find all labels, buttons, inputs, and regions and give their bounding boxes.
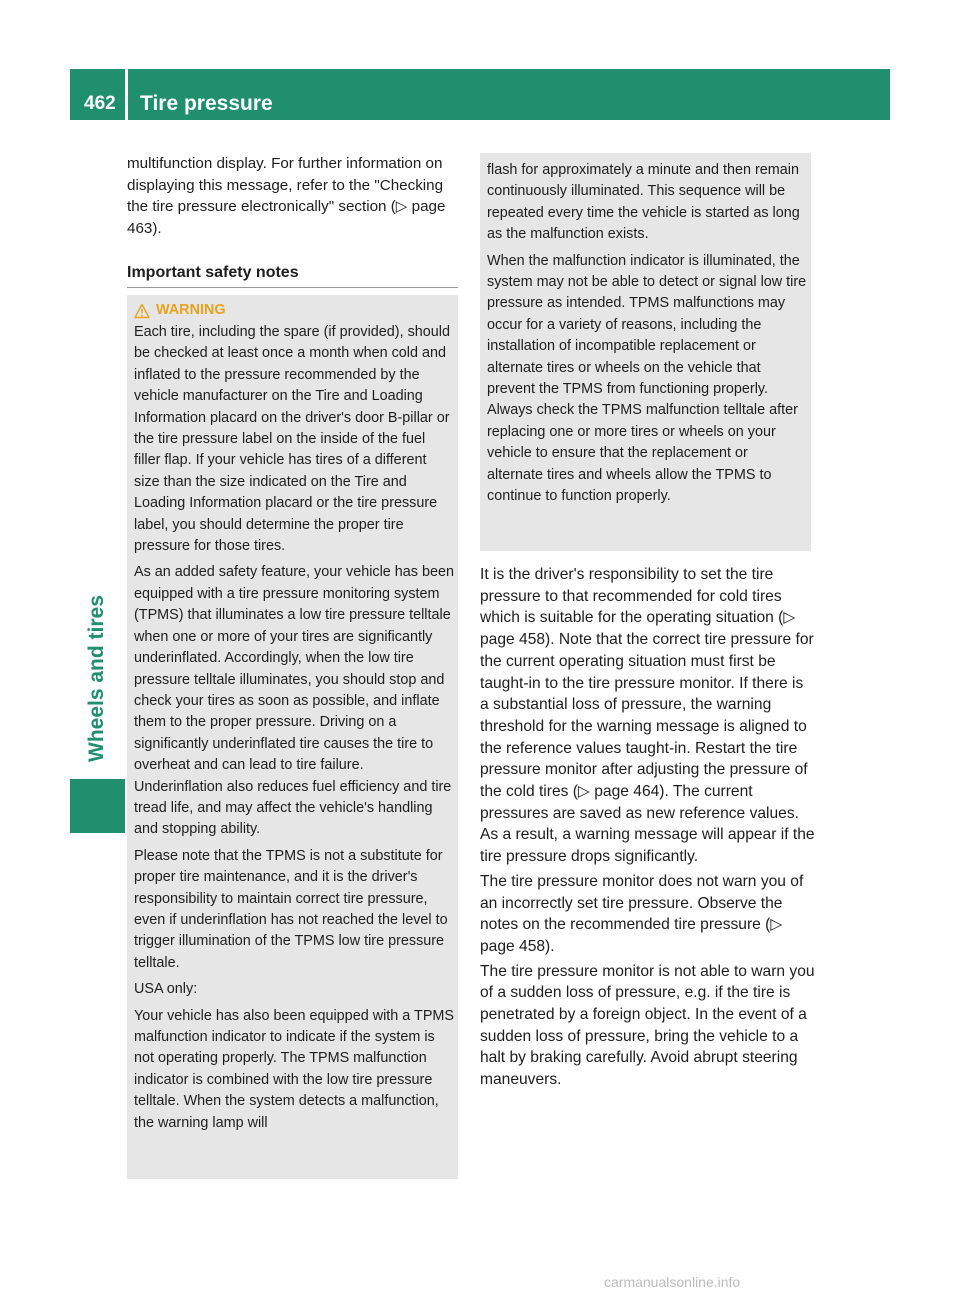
warning-paragraph: Each tire, including the spare (if provided), should be checked at least once a month when cold and inflated to the pressure recommended by the vehicle manufacturer on the Tire and Loading Information placard on the driver's door B-pillar or the tire pressure label on the inside of the fuel filler flap. If your vehicle has tires of a different size than the size indicated on the Tire and Loading Information placard or the tire pressure label, you should determine the proper tire pressure for those tires. [134,324,450,555]
warning-paragraph: USA only: [134,981,198,998]
important-safety-notes-heading: Important safety notes [127,262,458,288]
warning-continued-paragraph: flash for approximately a minute and then remain continuously illuminated. This sequence will be repeated every time the vehicle is started as long as the malfunction exists. [487,162,800,243]
section-title: Tire pressure [140,92,273,115]
warning-paragraph: Your vehicle has also been equipped with a TPMS malfunction indicator to indicate if the system is not operating properly. The TPMS malfunction indicator is combined with the low tire pressure telltale. When the system detects a malfunction, the warning lamp will [134,1007,455,1131]
warning-paragraph: As an added safety feature, your vehicle has been equipped with a tire pressure monitoring system (TPMS) that illuminates a low tire pressure telltale when one or more of your tires are significantly underinflated. Accordingly, when the low tire pressure telltale illuminates, you should stop and check your tires as soon as possible, and inflate them to the proper pressure. Driving on a significantly underinflated tire causes the tire to overheat and can lead to tire failure. Underinflation also reduces fuel efficiency and tire tread life, and may affect the vehicle's handling and stopping ability. [134,564,455,838]
body-text [480,564,815,1094]
warning-label: WARNING [156,302,226,319]
side-tab-label: Wheels and tires [85,595,108,762]
warning-box-continued [480,153,811,551]
watermark: carmanualsonline.info [604,1274,741,1290]
warning-paragraph: Please note that the TPMS is not a substitute for proper tire maintenance, and it is the driver's responsibility to maintain correct tire pressure, even if underinflation has not reached the level to trigger illumination of the TPMS low tire pressure telltale. [134,847,448,971]
warning-header [134,300,454,322]
warning-continued-paragraph: When the malfunction indicator is illuminated, the system may not be able to detect or signal low tire pressure as intended. TPMS malfunctions may occur for a variety of reasons, including the installation of incompatible replacement or alternate tires or wheels on the vehicle that prevent the TPMS from functioning properly. Always check the TPMS malfunction telltale after replacing one or more tires or wheels on your vehicle to ensure that the replacement or alternate tires and wheels allow the TPMS to continue to function properly. [487,252,807,505]
header-divider [125,69,128,120]
body-paragraph: The tire pressure monitor does not warn you of an incorrectly set tire pressure. Observe the notes on the recommended tire pressure (▷ page 458). [480,872,804,955]
body-paragraph: The tire pressure monitor is not able to warn you of a sudden loss of pressure, e.g. if the tire is penetrated by a foreign object. In the event of a sudden loss of pressure, bring the vehicle to a halt by braking carefully. Avoid abrupt steering maneuvers. [480,962,815,1089]
warning-box [127,295,458,1179]
warning-triangle-icon [134,303,150,319]
page-number: 462 [84,93,116,114]
intro-paragraph: multifunction display. For further information on displaying this message, refer to the "Checking the tire pressure electronically" section (▷ page 463). [127,155,446,237]
side-tab-marker [70,779,125,833]
body-paragraph: It is the driver's responsibility to set the tire pressure to that recommended for cold tires which is suitable for the operating situation (▷ page 458). Note that the correct tire pressure for the current operating situation must first be taught-in to the tire pressure monitor. If there is a substantial loss of pressure, the warning threshold for the warning message is aligned to the reference values taught-in. Restart the tire pressure monitor after adjusting the pressure of the cold tires (▷ page 464). The current pressures are saved as new reference values. As a result, a warning message will appear if the tire pressure drops significantly. [480,566,815,866]
